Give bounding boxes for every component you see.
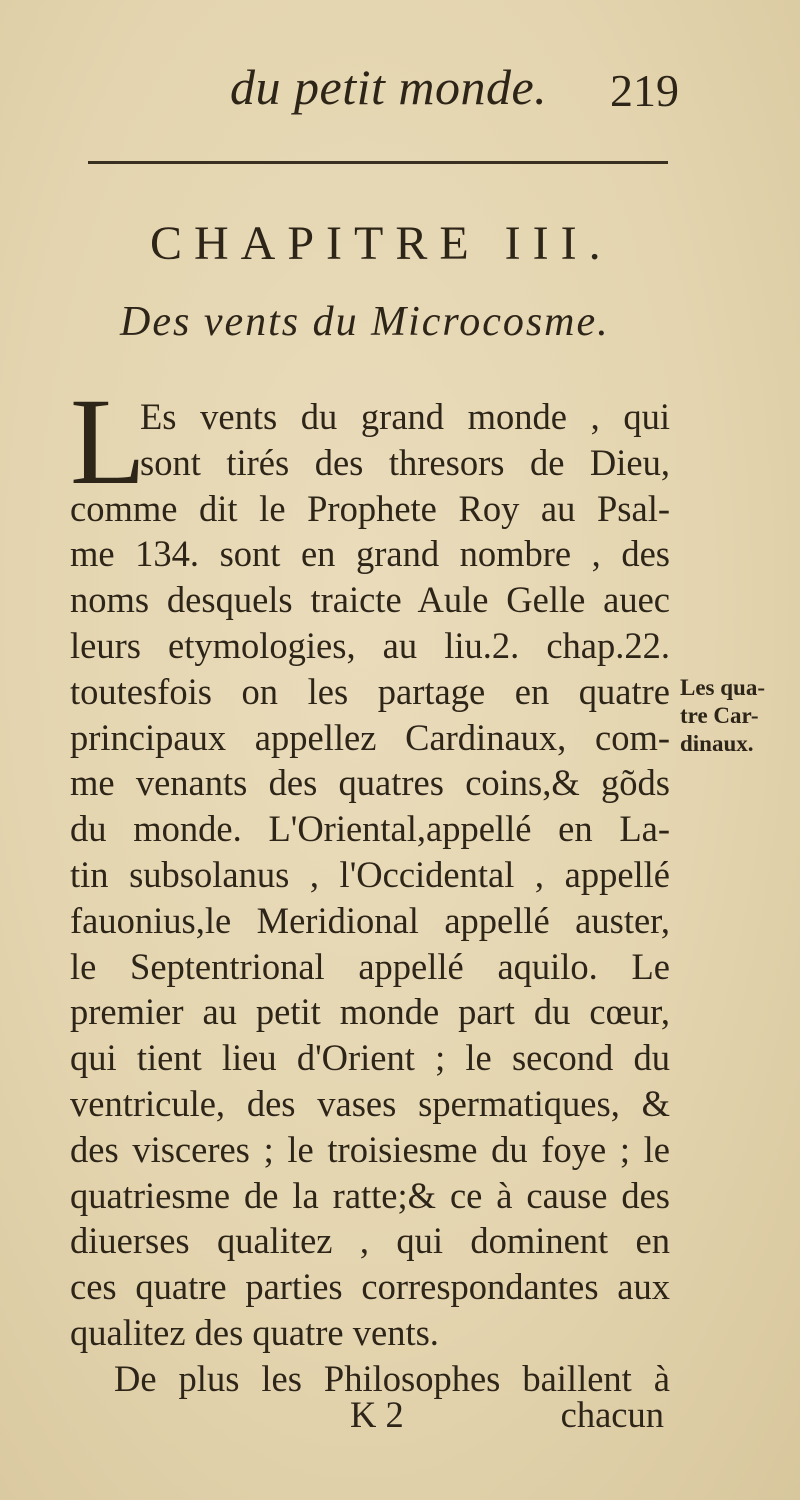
text-line: du monde. L'Oriental,appellé en La-	[70, 808, 670, 850]
text-line: fauonius,le Meridional appellé auster,	[70, 899, 670, 941]
text-line: comme dit le Prophete Roy au Psal-	[70, 487, 670, 529]
catchword: chacun	[560, 1394, 664, 1435]
signature-mark: K 2	[350, 1394, 404, 1435]
text-line: ces quatre parties correspondantes aux	[70, 1266, 670, 1308]
text-line: le Septentrional appellé aquilo. Le	[70, 945, 670, 987]
drop-cap: L	[70, 373, 146, 510]
text-line: me venants des quatres coins,& gõds	[70, 762, 670, 804]
text-line: tin subsolanus , l'Occidental , appellé	[70, 853, 670, 895]
header-rule	[88, 161, 668, 164]
text-line: me 134. sont en grand nombre , des	[70, 533, 670, 575]
text-line: Es vents du grand monde , qui	[140, 396, 670, 437]
body-text	[70, 394, 670, 1402]
text-line: des visceres ; le troisiesme du foye ; le	[70, 1128, 670, 1170]
chapter-subtitle: Des vents du Microcosme.	[120, 299, 610, 345]
text-line: sont tirés des thresors de Dieu,	[140, 441, 670, 483]
text-line: qualitez des quatre vents.	[70, 1311, 439, 1353]
text-line: toutesfois on les partage en quatre	[70, 670, 670, 712]
page-footer	[70, 1392, 670, 1438]
text-line: qui tient lieu d'Orient ; le second du	[70, 1037, 670, 1079]
chapter-title: CHAPITRE III.	[150, 217, 613, 270]
marginal-note-line: Les qua-	[680, 675, 765, 700]
page-number: 219	[610, 65, 679, 116]
text-line: leurs etymologies, au liu.2. chap.22.	[70, 624, 670, 666]
text-line: noms desquels traicte Aule Gelle auec	[70, 579, 670, 621]
text-line: quatriesme de la ratte;& ce à cause des	[70, 1174, 670, 1216]
text-line: ventricule, des vases spermatiques, &	[70, 1082, 670, 1124]
text-line: principaux appellez Cardinaux, com-	[70, 716, 670, 758]
marginal-note	[680, 674, 800, 758]
marginal-note-line: dinaux.	[680, 731, 754, 756]
marginal-note-line: tre Car-	[680, 703, 759, 728]
text-line: De plus les Philosophes baillent à	[114, 1357, 670, 1399]
text-line: diuerses qualitez , qui dominent en	[70, 1220, 670, 1262]
page-header	[0, 58, 800, 128]
text-line: premier au petit monde part du cœur,	[70, 991, 670, 1033]
running-title: du petit monde.	[230, 59, 548, 115]
